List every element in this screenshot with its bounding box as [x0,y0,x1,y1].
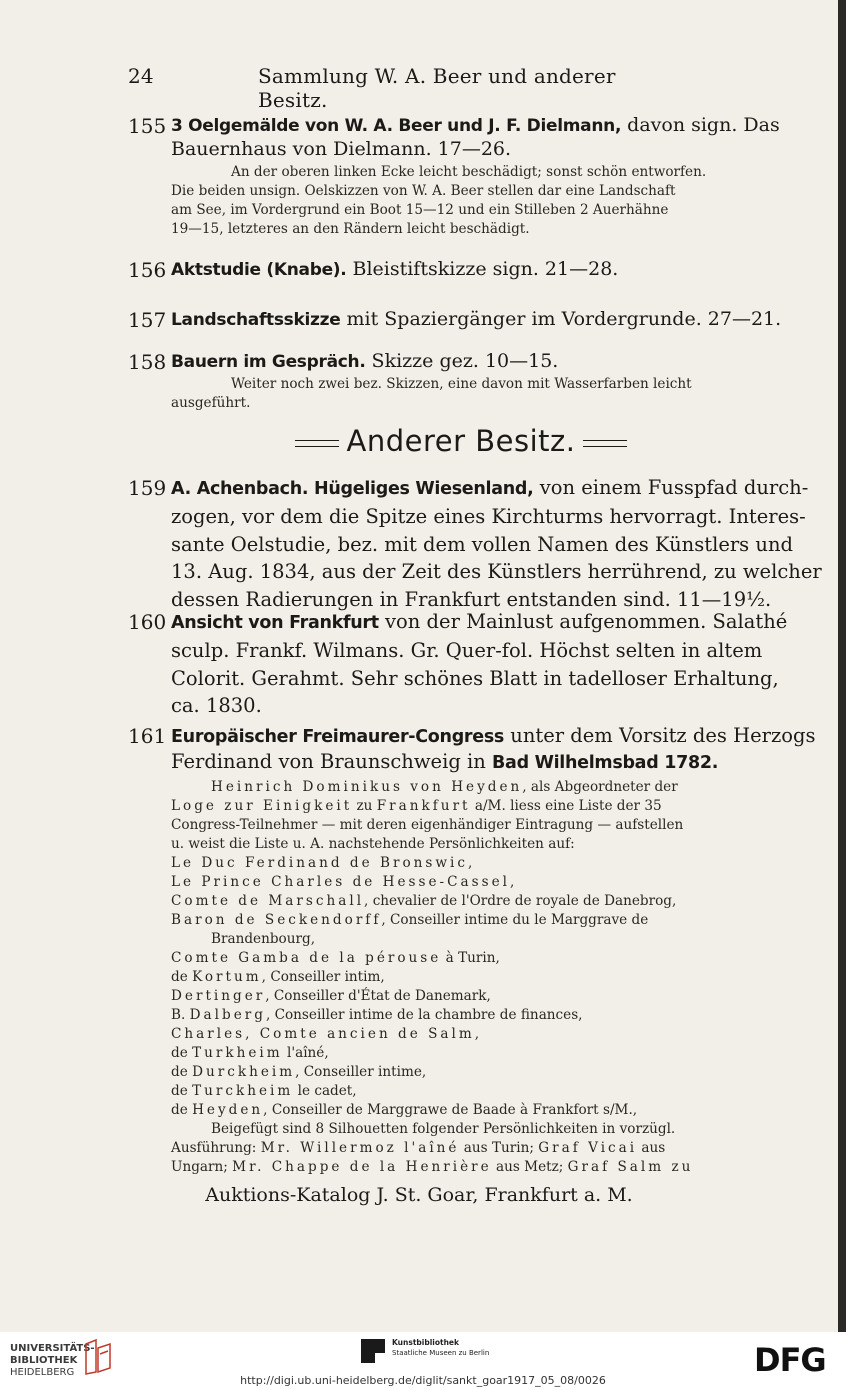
note-text: Beigefügt sind 8 Silhouetten folgender Persönlichkeiten in vorzügl. [211,1120,676,1137]
note-text: u. weist die Liste u. A. nachstehende Persönlichkeiten auf: [171,835,575,852]
entry-note [171,1082,794,1101]
entry-note [211,1120,794,1139]
entry-note [211,930,794,949]
catalog-entry-158 [128,350,794,413]
logo-text-line: BIBLIOTHEK [10,1355,78,1366]
note-text: , Conseiller intim, [261,968,385,985]
entry-number: 160 [128,610,167,634]
note-text: , [509,873,515,890]
entry-note [171,1158,794,1177]
spaced-name: Mr. Chappe de la Henrière [232,1158,492,1175]
section-heading [128,424,794,458]
note-text: , Conseiller intime du le Marggrave de [381,911,649,928]
entry-text: Bauernhaus von Dielmann. 17—26. [171,138,512,160]
spaced-name: Loge zur Einigkeit [171,797,353,814]
entry-note: An der oberen linken Ecke leicht beschädigt; sonst schön entworfen. [231,164,707,180]
entry-note: ausgeführt. [171,395,251,411]
logo-text-line: HEIDELBERG [10,1367,75,1378]
entry-title: Europäischer Freimaurer-Congress [171,727,505,747]
entry-note [171,1044,794,1063]
spaced-name: Graf Vicai [538,1139,638,1156]
note-text: , [467,854,473,871]
entry-note [171,892,794,911]
entry-text: Ferdinand von Braunschweig in [171,750,486,774]
note-text: le cadet, [293,1082,357,1099]
note-text: de [171,1063,193,1080]
note-text: , Conseiller intime, [295,1063,427,1080]
spaced-name: Comte de Marschall [171,892,365,909]
entry-text: von einem Fusspfad durch- [539,476,809,499]
note-text: a/M. liess eine Liste der 35 [470,797,662,814]
permalink-url[interactable]: http://digi.ub.uni-heidelberg.de/diglit/sankt_goar1917_05_08/0026 [240,1374,606,1387]
entry-note [171,1063,794,1082]
note-text: B. [171,1006,190,1023]
note-text: , Conseiller d'État de Danemark, [265,987,491,1004]
catalog-entry-156 [128,258,794,282]
spaced-name: Comte Gamba de la pérouse [171,949,442,966]
entry-note [171,1006,794,1025]
entry-title: 3 Oelgemälde von W. A. Beer und J. F. Dielmann, [171,116,622,136]
entry-note [171,1025,794,1044]
note-text: de [171,1101,193,1118]
entry-number: 161 [128,724,167,748]
spaced-name: Turckheim [192,1082,294,1099]
note-text: , Conseiller intime de la chambre de finances, [265,1006,583,1023]
entry-text: sculp. Frankf. Wilmans. Gr. Quer-fol. Höchst selten in altem [171,639,763,663]
note-text: Ungarn; [171,1158,233,1175]
spaced-name: Heyden [192,1101,264,1118]
spaced-name: Dertinger [171,987,266,1004]
kunstbibliothek-logo-icon [361,1339,385,1363]
entry-note: Die beiden unsign. Oelskizzen von W. A. Beer stellen dar eine Landschaft [171,183,676,199]
spaced-name: Turkheim [192,1044,283,1061]
entry-note [171,968,794,987]
decorative-double-rule [295,440,339,447]
entry-title: A. Achenbach. Hügeliges Wiesenland, [171,479,534,499]
page-footer: Auktions-Katalog J. St. Goar, Frankfurt a. M. [205,1184,633,1206]
note-text: zu [352,797,377,814]
entry-text: dessen Radierungen in Frankfurt entstanden sind. 11—19½. [171,587,772,611]
entry-title: Bauern im Gespräch. [171,352,366,372]
entry-text: Colorit. Gerahmt. Sehr schönes Blatt in tadelloser Erhaltung, [171,666,779,690]
catalog-entry-155 [128,114,794,239]
entry-text: ca. 1830. [171,694,262,718]
spaced-name: Graf Salm zu [567,1158,694,1175]
entry-note: 19—15, letzteres an den Rändern leicht beschädigt. [171,221,530,237]
note-text: , Conseiller de Marggrawe de Baade à Frankfort s/M., [263,1101,638,1118]
entry-note [171,816,794,835]
spaced-name: Le Duc Ferdinand de Bronswic [171,854,468,871]
university-crest-icon [82,1338,116,1376]
catalog-entry-160 [128,608,794,720]
entry-text: mit Spaziergänger im Vordergrunde. 27—21. [346,308,782,330]
decorative-double-rule [583,440,627,447]
entry-note [171,1101,794,1120]
page-edge-shadow [838,0,846,1332]
logo-text-line: UNIVERSITÄTS- [10,1343,95,1354]
entry-text: unter dem Vorsitz des Herzogs [510,724,816,747]
catalog-entry-159 [128,474,822,613]
catalog-entry-157 [128,308,794,332]
running-title: Sammlung W. A. Beer und anderer Besitz. [258,64,616,112]
note-text: aus Turin; [459,1139,539,1156]
spaced-name: Charles, Comte ancien de Salm [171,1025,475,1042]
dfg-logo[interactable]: DFG [754,1341,826,1379]
section-heading-text: Anderer Besitz. [346,424,576,458]
page-number: 24 [128,64,154,88]
entry-number: 158 [128,350,167,374]
entry-title: Landschaftsskizze [171,310,341,330]
spaced-name: Dalberg [189,1006,266,1023]
note-text: , als Abgeordneter der [522,778,678,795]
entry-number: 159 [128,476,167,500]
catalog-entry-161 [128,722,816,1177]
entry-note [171,1139,794,1158]
entry-note [171,911,794,930]
note-text: de [171,968,193,985]
kunstbibliothek-subtitle: Staatliche Museen zu Berlin [392,1349,490,1357]
entry-text: von der Mainlust aufgenommen. Salathé [385,610,788,633]
entry-text: 13. Aug. 1834, aus der Zeit des Künstlers herrührend, zu welcher [171,560,822,584]
spaced-name: Heinrich Dominikus von Heyden [211,778,523,795]
entry-text: Bleistiftskizze sign. 21—28. [352,258,619,280]
entry-note: Weiter noch zwei bez. Skizzen, eine davon mit Wasserfarben leicht [231,376,692,392]
entry-note [171,949,794,968]
entry-title: Ansicht von Frankfurt [171,613,379,633]
entry-text: zogen, vor dem die Spitze eines Kirchturms hervorragt. Interes- [171,505,806,529]
note-text: de [171,1082,193,1099]
spaced-name: Baron de Seckendorff [171,911,382,928]
entry-note [171,987,794,1006]
spaced-name: Le Prince Charles de Hesse-Cassel [171,873,510,890]
note-text: à Turin, [441,949,500,966]
entry-title: Bad Wilhelmsbad 1782. [492,753,719,774]
entry-note [171,873,794,892]
entry-note [211,778,794,797]
note-text: , chevalier de l'Ordre de royale de Danebrog, [364,892,677,909]
note-text: Brandenbourg, [211,930,316,947]
spaced-name: Mr. Willermoz l'aîné [260,1139,460,1156]
kunstbibliothek-logo[interactable] [392,1338,489,1358]
entry-notes [171,778,794,1177]
note-text: Congress-Teilnehmer — mit deren eigenhändiger Eintragung — aufstellen [171,816,684,833]
note-text: Ausführung: [171,1139,261,1156]
spaced-name: Kortum [192,968,262,985]
spaced-name: Frankfurt [376,797,471,814]
note-text: aus [637,1139,666,1156]
entry-text: davon sign. Das [627,114,780,136]
note-text: de [171,1044,193,1061]
entry-text: sante Oelstudie, bez. mit dem vollen Namen des Künstlers und [171,532,793,556]
spaced-name: Durckheim [192,1063,296,1080]
kunstbibliothek-title: Kunstbibliothek [392,1338,460,1347]
note-text: , [474,1025,480,1042]
entry-text: Skizze gez. 10—15. [371,350,559,372]
entry-note: am See, im Vordergrund ein Boot 15—12 und ein Stilleben 2 Auerhähne [171,202,669,218]
note-text: aus Metz; [491,1158,568,1175]
entry-number: 157 [128,308,167,332]
entry-number: 155 [128,114,167,138]
entry-note [171,835,794,854]
entry-number: 156 [128,258,167,282]
entry-title: Aktstudie (Knabe). [171,260,347,280]
note-text: l'aîné, [282,1044,329,1061]
entry-note [171,854,794,873]
entry-note [171,797,794,816]
